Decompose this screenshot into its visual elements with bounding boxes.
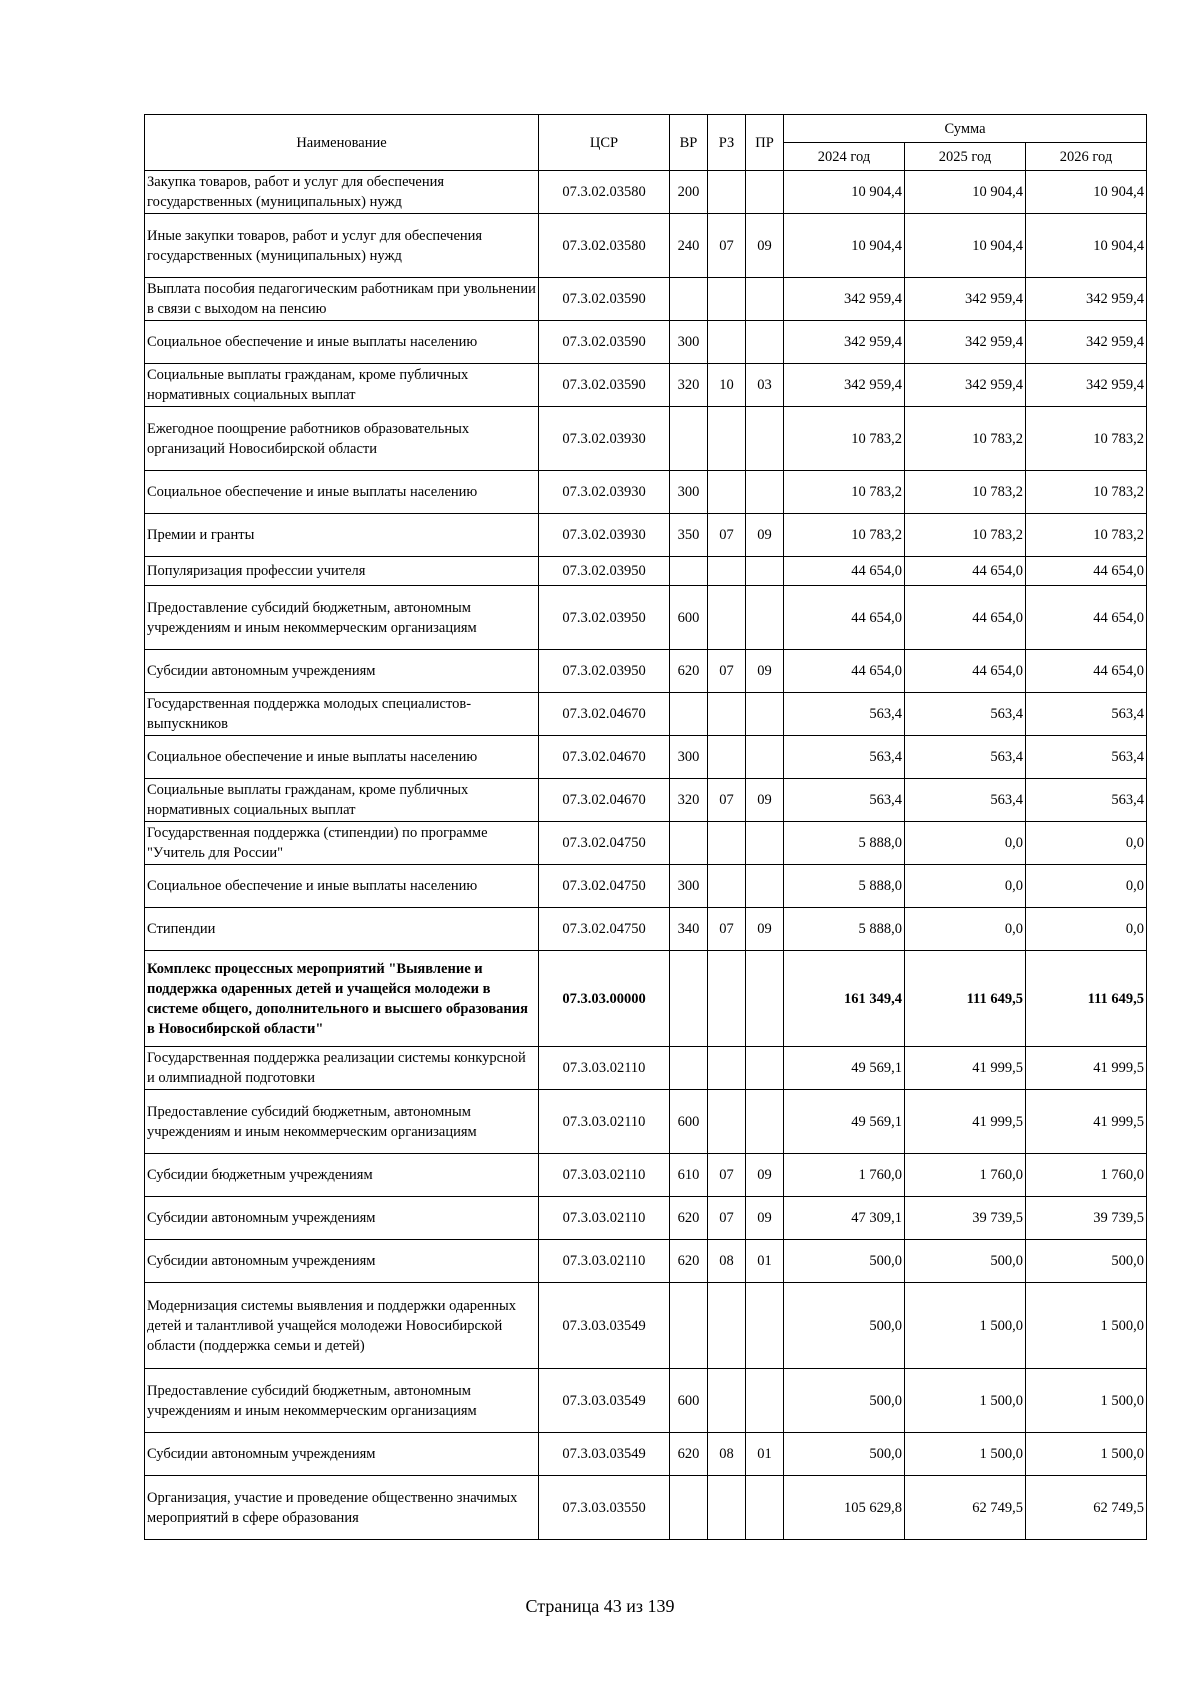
cell-csr: 07.3.02.03950 [539, 650, 670, 693]
cell-pr [746, 865, 784, 908]
cell-rz [708, 865, 746, 908]
header-year-2025: 2025 год [905, 143, 1026, 171]
cell-name: Социальное обеспечение и иные выплаты населению [145, 321, 539, 364]
cell-2025: 44 654,0 [905, 586, 1026, 650]
cell-pr: 09 [746, 214, 784, 278]
header-rz: РЗ [708, 115, 746, 171]
cell-rz: 07 [708, 908, 746, 951]
cell-name: Выплата пособия педагогическим работникам при увольнении в связи с выходом на пенсию [145, 278, 539, 321]
cell-2026: 111 649,5 [1026, 951, 1147, 1047]
cell-name: Государственная поддержка реализации системы конкурсной и олимпиадной подготовки [145, 1047, 539, 1090]
table-row [145, 514, 1147, 557]
table-row [145, 214, 1147, 278]
table-row [145, 1476, 1147, 1540]
cell-name: Предоставление субсидий бюджетным, автономным учреждениям и иным некоммерческим организациям [145, 1369, 539, 1433]
cell-2025: 44 654,0 [905, 557, 1026, 586]
cell-rz: 07 [708, 1154, 746, 1197]
cell-2024: 10 783,2 [784, 471, 905, 514]
cell-csr: 07.3.02.03930 [539, 407, 670, 471]
cell-2025: 342 959,4 [905, 321, 1026, 364]
cell-pr [746, 321, 784, 364]
cell-2026: 41 999,5 [1026, 1047, 1147, 1090]
cell-2025: 342 959,4 [905, 364, 1026, 407]
cell-2024: 10 783,2 [784, 514, 905, 557]
cell-csr: 07.3.03.02110 [539, 1047, 670, 1090]
cell-pr [746, 278, 784, 321]
cell-pr [746, 1369, 784, 1433]
cell-rz [708, 1047, 746, 1090]
table-row [145, 908, 1147, 951]
cell-name: Государственная поддержка молодых специалистов-выпускников [145, 693, 539, 736]
cell-2026: 10 783,2 [1026, 514, 1147, 557]
cell-vr [670, 1283, 708, 1369]
cell-rz [708, 693, 746, 736]
table-row [145, 779, 1147, 822]
cell-2025: 563,4 [905, 779, 1026, 822]
cell-rz [708, 822, 746, 865]
cell-vr: 300 [670, 321, 708, 364]
cell-csr: 07.3.02.03930 [539, 514, 670, 557]
cell-2026: 563,4 [1026, 693, 1147, 736]
table-row [145, 693, 1147, 736]
cell-2025: 1 500,0 [905, 1369, 1026, 1433]
cell-vr: 620 [670, 650, 708, 693]
cell-name: Предоставление субсидий бюджетным, автономным учреждениям и иным некоммерческим организациям [145, 586, 539, 650]
cell-name: Закупка товаров, работ и услуг для обеспечения государственных (муниципальных) нужд [145, 171, 539, 214]
cell-csr: 07.3.02.04670 [539, 779, 670, 822]
cell-name: Стипендии [145, 908, 539, 951]
cell-rz [708, 471, 746, 514]
cell-name: Субсидии автономным учреждениям [145, 1197, 539, 1240]
header-vr: ВР [670, 115, 708, 171]
cell-pr [746, 693, 784, 736]
cell-2024: 105 629,8 [784, 1476, 905, 1540]
cell-2024: 5 888,0 [784, 908, 905, 951]
cell-name: Субсидии автономным учреждениям [145, 650, 539, 693]
cell-2024: 500,0 [784, 1369, 905, 1433]
header-row-top [145, 115, 1147, 143]
cell-2024: 10 904,4 [784, 214, 905, 278]
cell-2026: 10 783,2 [1026, 407, 1147, 471]
cell-2026: 44 654,0 [1026, 557, 1147, 586]
cell-pr [746, 1476, 784, 1540]
cell-2024: 563,4 [784, 693, 905, 736]
cell-2024: 342 959,4 [784, 364, 905, 407]
cell-2025: 111 649,5 [905, 951, 1026, 1047]
cell-2026: 342 959,4 [1026, 364, 1147, 407]
cell-rz [708, 1369, 746, 1433]
table-row [145, 1433, 1147, 1476]
cell-name: Социальные выплаты гражданам, кроме публичных нормативных социальных выплат [145, 779, 539, 822]
cell-vr [670, 407, 708, 471]
table-body [145, 171, 1147, 1540]
cell-name: Государственная поддержка (стипендии) по программе "Учитель для России" [145, 822, 539, 865]
header-year-2024: 2024 год [784, 143, 905, 171]
table-row [145, 364, 1147, 407]
cell-vr: 600 [670, 1090, 708, 1154]
cell-rz [708, 1283, 746, 1369]
cell-2024: 563,4 [784, 779, 905, 822]
cell-vr: 300 [670, 471, 708, 514]
table-row [145, 1369, 1147, 1433]
table-row [145, 1154, 1147, 1197]
cell-rz [708, 171, 746, 214]
cell-pr: 09 [746, 1154, 784, 1197]
cell-csr: 07.3.02.03590 [539, 321, 670, 364]
cell-2026: 39 739,5 [1026, 1197, 1147, 1240]
header-pr: ПР [746, 115, 784, 171]
cell-csr: 07.3.02.04670 [539, 736, 670, 779]
cell-pr: 09 [746, 514, 784, 557]
header-name: Наименование [145, 115, 539, 171]
table-row [145, 471, 1147, 514]
cell-csr: 07.3.03.00000 [539, 951, 670, 1047]
cell-pr: 01 [746, 1240, 784, 1283]
cell-name: Модернизация системы выявления и поддержки одаренных детей и талантливой учащейся молодежи Новосибирской области (поддержка семьи и детей) [145, 1283, 539, 1369]
table-row [145, 171, 1147, 214]
cell-pr [746, 586, 784, 650]
table-row [145, 407, 1147, 471]
cell-2026: 563,4 [1026, 779, 1147, 822]
cell-2026: 1 500,0 [1026, 1369, 1147, 1433]
cell-2026: 342 959,4 [1026, 321, 1147, 364]
cell-2024: 10 904,4 [784, 171, 905, 214]
cell-csr: 07.3.02.03950 [539, 586, 670, 650]
cell-pr [746, 1047, 784, 1090]
cell-rz: 08 [708, 1433, 746, 1476]
cell-2026: 1 500,0 [1026, 1433, 1147, 1476]
cell-2025: 0,0 [905, 865, 1026, 908]
cell-name: Популяризация профессии учителя [145, 557, 539, 586]
cell-name: Организация, участие и проведение общественно значимых мероприятий в сфере образования [145, 1476, 539, 1540]
table-row [145, 1283, 1147, 1369]
cell-name: Социальное обеспечение и иные выплаты населению [145, 471, 539, 514]
cell-2025: 44 654,0 [905, 650, 1026, 693]
cell-2025: 500,0 [905, 1240, 1026, 1283]
cell-vr [670, 693, 708, 736]
cell-2026: 563,4 [1026, 736, 1147, 779]
table-row [145, 557, 1147, 586]
cell-2024: 1 760,0 [784, 1154, 905, 1197]
cell-2026: 10 904,4 [1026, 171, 1147, 214]
cell-vr: 240 [670, 214, 708, 278]
cell-pr: 09 [746, 779, 784, 822]
cell-vr [670, 1047, 708, 1090]
cell-2025: 41 999,5 [905, 1090, 1026, 1154]
cell-2024: 500,0 [784, 1240, 905, 1283]
cell-2026: 1 760,0 [1026, 1154, 1147, 1197]
cell-pr [746, 1283, 784, 1369]
cell-rz: 07 [708, 1197, 746, 1240]
cell-rz [708, 951, 746, 1047]
cell-pr: 09 [746, 908, 784, 951]
cell-pr: 09 [746, 1197, 784, 1240]
cell-2025: 563,4 [905, 736, 1026, 779]
cell-name: Предоставление субсидий бюджетным, автономным учреждениям и иным некоммерческим организациям [145, 1090, 539, 1154]
cell-vr: 320 [670, 779, 708, 822]
cell-name: Субсидии бюджетным учреждениям [145, 1154, 539, 1197]
cell-2026: 10 904,4 [1026, 214, 1147, 278]
cell-vr: 620 [670, 1197, 708, 1240]
cell-vr: 610 [670, 1154, 708, 1197]
cell-csr: 07.3.02.04750 [539, 908, 670, 951]
table-row [145, 865, 1147, 908]
budget-table [144, 114, 1147, 1540]
table-row [145, 278, 1147, 321]
cell-rz [708, 321, 746, 364]
cell-csr: 07.3.02.04750 [539, 865, 670, 908]
cell-pr [746, 471, 784, 514]
table-row [145, 1047, 1147, 1090]
cell-2025: 39 739,5 [905, 1197, 1026, 1240]
cell-csr: 07.3.02.03580 [539, 171, 670, 214]
cell-2025: 62 749,5 [905, 1476, 1026, 1540]
cell-name: Премии и гранты [145, 514, 539, 557]
cell-2026: 500,0 [1026, 1240, 1147, 1283]
cell-2026: 0,0 [1026, 865, 1147, 908]
table-row [145, 736, 1147, 779]
cell-2025: 41 999,5 [905, 1047, 1026, 1090]
cell-rz: 07 [708, 514, 746, 557]
cell-csr: 07.3.02.04750 [539, 822, 670, 865]
cell-vr: 300 [670, 736, 708, 779]
cell-vr [670, 1476, 708, 1540]
cell-pr: 09 [746, 650, 784, 693]
cell-vr: 600 [670, 586, 708, 650]
cell-csr: 07.3.03.02110 [539, 1154, 670, 1197]
cell-2024: 44 654,0 [784, 586, 905, 650]
cell-vr [670, 557, 708, 586]
cell-rz [708, 586, 746, 650]
table-row [145, 1240, 1147, 1283]
cell-vr: 350 [670, 514, 708, 557]
cell-vr [670, 822, 708, 865]
cell-2024: 342 959,4 [784, 321, 905, 364]
cell-2024: 5 888,0 [784, 865, 905, 908]
table-row [145, 321, 1147, 364]
cell-pr [746, 557, 784, 586]
cell-pr [746, 171, 784, 214]
cell-pr: 03 [746, 364, 784, 407]
cell-2025: 1 500,0 [905, 1433, 1026, 1476]
cell-csr: 07.3.03.03549 [539, 1433, 670, 1476]
cell-vr [670, 278, 708, 321]
cell-rz [708, 736, 746, 779]
cell-vr: 620 [670, 1240, 708, 1283]
cell-rz: 07 [708, 214, 746, 278]
cell-name: Субсидии автономным учреждениям [145, 1433, 539, 1476]
cell-rz: 07 [708, 779, 746, 822]
cell-2024: 47 309,1 [784, 1197, 905, 1240]
cell-csr: 07.3.02.03590 [539, 278, 670, 321]
cell-2026: 1 500,0 [1026, 1283, 1147, 1369]
cell-2024: 342 959,4 [784, 278, 905, 321]
cell-2026: 0,0 [1026, 822, 1147, 865]
cell-rz [708, 557, 746, 586]
cell-rz [708, 1476, 746, 1540]
cell-2025: 10 904,4 [905, 214, 1026, 278]
cell-rz: 07 [708, 650, 746, 693]
cell-csr: 07.3.02.03930 [539, 471, 670, 514]
cell-csr: 07.3.02.03590 [539, 364, 670, 407]
cell-pr [746, 951, 784, 1047]
cell-2025: 10 904,4 [905, 171, 1026, 214]
cell-vr: 200 [670, 171, 708, 214]
cell-rz [708, 1090, 746, 1154]
cell-2024: 5 888,0 [784, 822, 905, 865]
cell-vr: 320 [670, 364, 708, 407]
cell-csr: 07.3.03.03549 [539, 1369, 670, 1433]
cell-rz [708, 278, 746, 321]
header-year-2026: 2026 год [1026, 143, 1147, 171]
cell-2024: 161 349,4 [784, 951, 905, 1047]
cell-2024: 44 654,0 [784, 650, 905, 693]
cell-vr [670, 951, 708, 1047]
cell-2024: 49 569,1 [784, 1047, 905, 1090]
header-sum: Сумма [784, 115, 1147, 143]
cell-2026: 44 654,0 [1026, 650, 1147, 693]
cell-csr: 07.3.03.03550 [539, 1476, 670, 1540]
table-row [145, 1090, 1147, 1154]
cell-2026: 10 783,2 [1026, 471, 1147, 514]
table-row [145, 951, 1147, 1047]
cell-pr [746, 822, 784, 865]
cell-2024: 49 569,1 [784, 1090, 905, 1154]
cell-2026: 342 959,4 [1026, 278, 1147, 321]
cell-name: Социальное обеспечение и иные выплаты населению [145, 736, 539, 779]
cell-vr: 620 [670, 1433, 708, 1476]
cell-2025: 1 760,0 [905, 1154, 1026, 1197]
cell-2025: 1 500,0 [905, 1283, 1026, 1369]
cell-2026: 0,0 [1026, 908, 1147, 951]
table-row [145, 650, 1147, 693]
cell-2026: 62 749,5 [1026, 1476, 1147, 1540]
page-number: Страница 43 из 139 [525, 1596, 675, 1616]
cell-name: Социальные выплаты гражданам, кроме публичных нормативных социальных выплат [145, 364, 539, 407]
cell-2025: 563,4 [905, 693, 1026, 736]
cell-2026: 41 999,5 [1026, 1090, 1147, 1154]
cell-2025: 10 783,2 [905, 514, 1026, 557]
header-csr: ЦСР [539, 115, 670, 171]
cell-2024: 10 783,2 [784, 407, 905, 471]
cell-rz [708, 407, 746, 471]
cell-2024: 500,0 [784, 1433, 905, 1476]
cell-2025: 10 783,2 [905, 407, 1026, 471]
cell-rz: 08 [708, 1240, 746, 1283]
cell-csr: 07.3.03.03549 [539, 1283, 670, 1369]
cell-vr: 340 [670, 908, 708, 951]
cell-pr: 01 [746, 1433, 784, 1476]
cell-name: Иные закупки товаров, работ и услуг для обеспечения государственных (муниципальных) нужд [145, 214, 539, 278]
cell-2024: 44 654,0 [784, 557, 905, 586]
cell-name: Социальное обеспечение и иные выплаты населению [145, 865, 539, 908]
cell-2024: 500,0 [784, 1283, 905, 1369]
cell-pr [746, 407, 784, 471]
cell-csr: 07.3.03.02110 [539, 1240, 670, 1283]
cell-2025: 0,0 [905, 908, 1026, 951]
cell-csr: 07.3.03.02110 [539, 1090, 670, 1154]
cell-csr: 07.3.02.03580 [539, 214, 670, 278]
table-row [145, 1197, 1147, 1240]
cell-2025: 342 959,4 [905, 278, 1026, 321]
cell-vr: 600 [670, 1369, 708, 1433]
cell-vr: 300 [670, 865, 708, 908]
table-row [145, 822, 1147, 865]
cell-name: Комплекс процессных мероприятий "Выявление и поддержка одаренных детей и учащейся молодежи в системе общего, дополнительного и высшего образования в Новосибирской области" [145, 951, 539, 1047]
cell-pr [746, 1090, 784, 1154]
cell-2025: 10 783,2 [905, 471, 1026, 514]
cell-2026: 44 654,0 [1026, 586, 1147, 650]
table-row [145, 586, 1147, 650]
cell-pr [746, 736, 784, 779]
cell-csr: 07.3.02.03950 [539, 557, 670, 586]
cell-name: Субсидии автономным учреждениям [145, 1240, 539, 1283]
cell-csr: 07.3.02.04670 [539, 693, 670, 736]
cell-2025: 0,0 [905, 822, 1026, 865]
cell-2024: 563,4 [784, 736, 905, 779]
cell-name: Ежегодное поощрение работников образовательных организаций Новосибирской области [145, 407, 539, 471]
cell-csr: 07.3.03.02110 [539, 1197, 670, 1240]
cell-rz: 10 [708, 364, 746, 407]
